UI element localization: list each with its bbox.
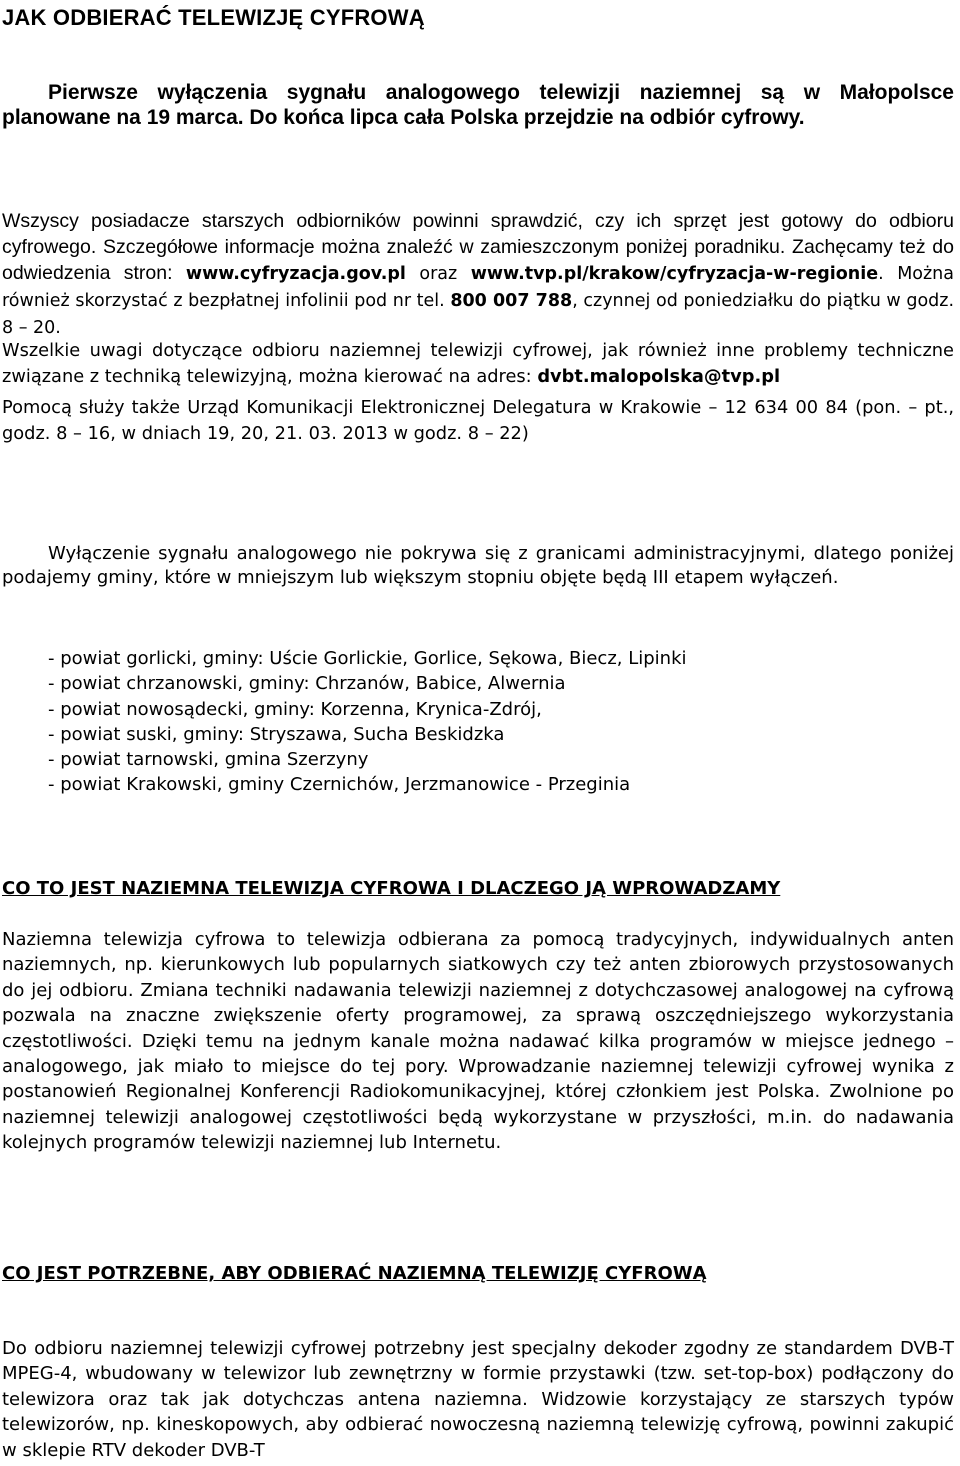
list-item: - powiat chrzanowski, gminy: Chrzanów, Babice, Alwernia — [48, 673, 566, 695]
municipalities-intro-text: Wyłączenie sygnału analogowego nie pokrywa się z granicami administracyjnymi, dlatego poniżej podajemy gminy, które w mniejszym lub większym stopniu objęte będą III etapem wyłączeń. — [2, 543, 954, 588]
document-title: JAK ODBIERAĆ TELEWIZJĘ CYFROWĄ — [2, 5, 425, 30]
paragraph-what-is-needed: Do odbioru naziemnej telewizji cyfrowej potrzebny jest specjalny dekoder zgodny ze standardem DVB-T MPEG-4, wbudowany w telewizor lub zewnętrzny w formie przystawki (tzw. set-top-box) podłączony do telewizora oraz tak jak dotychczas antena naziemna. Widzowie korzystający ze starszych typów telewizorów, np. kineskopowych, aby odbierać nowoczesną naziemną telewizję cyfrową, powinni zakupić w sklepie RTV dekoder DVB-T — [2, 1338, 954, 1461]
contact-email[interactable]: dvbt.malopolska@tvp.pl — [537, 365, 781, 387]
list-item: - powiat nowosądecki, gminy: Korzenna, Krynica-Zdrój, — [48, 698, 542, 720]
list-item: - powiat tarnowski, gmina Szerzyny — [48, 749, 369, 771]
info-text-1: Wszyscy posiadacze starszych odbiorników powinni sprawdzić, czy ich sprzęt jest gotowy do odbioru cyfrowego. Szczegółowe informacje można znaleźć w zamieszczonym poniżej poradniku. Zachęcamy też do odwiedzenia stron: — [2, 210, 954, 284]
list-item: - powiat suski, gminy: Stryszawa, Sucha Beskidzka — [48, 723, 505, 745]
contact-text-1: Wszelkie uwagi dotyczące odbioru naziemnej telewizji cyfrowej, jak również inne problemy techniczne związane z techniką telewizyjną, można kierować na adres: — [2, 340, 954, 387]
link-cyfryzacja[interactable]: www.cyfryzacja.gov.pl — [185, 264, 406, 284]
contact-paragraph — [2, 338, 954, 446]
lead-text: Pierwsze wyłączenia sygnału analogowego telewizji naziemnej są w Małopolsce planowane na 19 marca. Do końca lipca cała Polska przejdzie na odbiór cyfrowy. — [2, 81, 954, 129]
section-heading-what-is-needed: CO JEST POTRZEBNE, ABY ODBIERAĆ NAZIEMNĄ TELEWIZJĘ CYFROWĄ — [2, 1263, 707, 1284]
municipalities-list — [48, 646, 948, 798]
link-tvp-krakow[interactable]: www.tvp.pl/krakow/cyfryzacja-w-regionie — [470, 264, 879, 284]
paragraph-what-is-dtt: Naziemna telewizja cyfrowa to telewizja odbierana za pomocą tradycyjnych, indywidualnych anten naziemnych, np. kierunkowych lub popularnych siatkowych czy też anten zbiorowych przystosowanych do jej odbioru. Zmiana techniki nadawania telewizji naziemnej z dotychczasowej analogowej na cyfrową pozwala na znaczne zwiększenie oferty programowej, za sprawą oszczędniejszego wykorzystania częstotliwości. Dzięki temu na jednym kanale można nadawać kilka programów w miejsce jednego – analogowego, jak miało to miejsce do tej pory. Wprowadzanie naziemnej telewizji cyfrowej wynika z postanowień Regionalnej Konferencji Radiokomunikacyjnej, której członkiem jest Polska. Zwolnione po naziemnej telewizji analogowej częstotliwości będą wykorzystane w przyszłości, m.in. do nadawania kolejnych programów telewizji naziemnej lub Internetu. — [2, 929, 954, 1154]
lead-paragraph — [2, 80, 954, 130]
info-text-3: , czynnej od poniedziałku do piątku w godz. 8 – 20. — [2, 291, 955, 338]
info-paragraph — [2, 208, 954, 341]
municipalities-intro — [2, 542, 954, 590]
info-oraz: oraz — [405, 264, 471, 284]
info-text-2: . Można również skorzystać z bezpłatnej infolinii pod nr tel. — [2, 264, 954, 311]
list-item: - powiat gorlicki, gminy: Uście Gorlickie, Gorlice, Sękowa, Biecz, Lipinki — [48, 648, 687, 669]
contact-block — [2, 338, 954, 389]
phone-number: 800 007 788 — [450, 291, 573, 311]
list-item: - powiat Krakowski, gminy Czernichów, Jerzmanowice - Przeginia — [48, 774, 631, 796]
section-heading-what-is-dtt: CO TO JEST NAZIEMNA TELEWIZJA CYFROWA I DLACZEGO JĄ WPROWADZAMY — [2, 878, 781, 899]
contact-text-2: Pomocą służy także Urząd Komunikacji Elektronicznej Delegatura w Krakowie – 12 634 00 84 (pon. – pt., godz. 8 – 16, w dniach 19, 20, 21. 03. 2013 w godz. 8 – 22) — [2, 397, 954, 444]
